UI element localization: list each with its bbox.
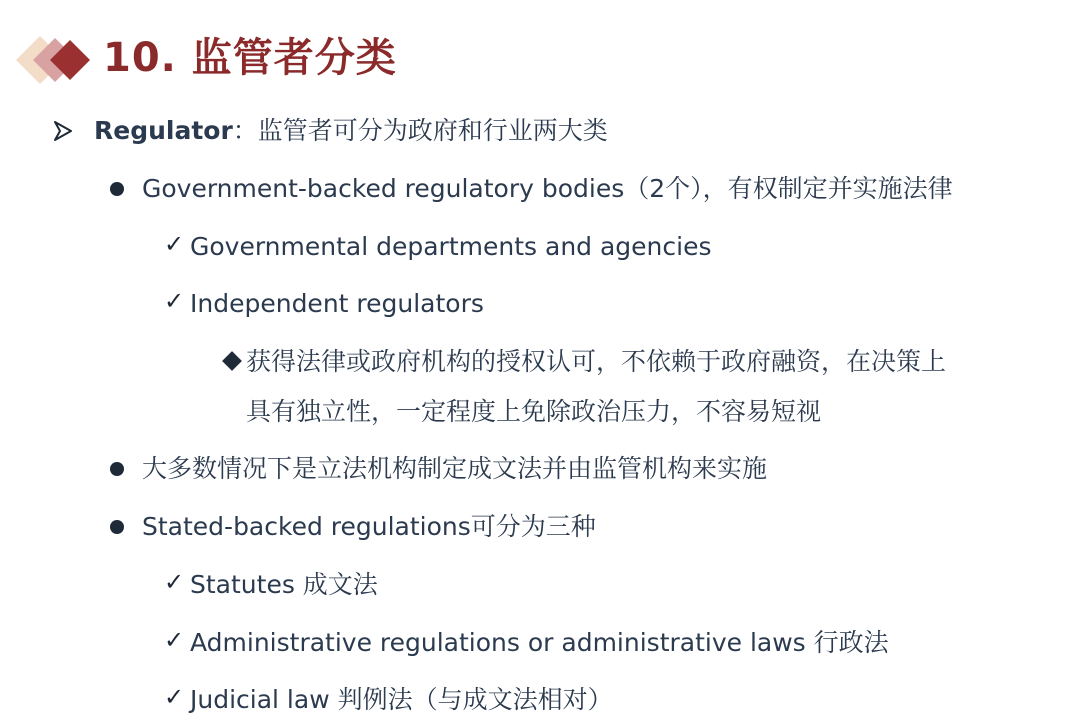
arrowhead-icon	[52, 118, 74, 144]
gov-departments-item: Governmental departments and agencies	[190, 232, 712, 261]
regulator-label: Regulator	[94, 116, 233, 145]
check-mark-icon: ✓	[164, 683, 185, 711]
gov-backed-item: Government-backed regulatory bodies（2个），有权制定并实施法律	[142, 174, 953, 203]
check-mark-icon: ✓	[164, 230, 185, 258]
bullet-icon	[110, 520, 124, 534]
statutes-item: Statutes 成文法	[190, 570, 378, 599]
administrative-item: Administrative regulations or administrative laws 行政法	[190, 628, 889, 657]
bullet-icon	[110, 182, 124, 196]
independent-desc-line-2: 具有独立性，一定程度上免除政治压力，不容易短视	[246, 397, 822, 426]
independent-desc-line-1: 获得法律或政府机构的授权认可，不依赖于政府融资，在决策上	[246, 347, 947, 376]
regulator-description: ：监管者可分为政府和行业两大类	[232, 116, 608, 145]
check-mark-icon: ✓	[164, 626, 185, 654]
diamond-bullet-icon	[222, 351, 242, 371]
legislature-item: 大多数情况下是立法机构制定成文法并由监管机构来实施	[142, 454, 768, 483]
page-title: 10. 监管者分类	[103, 35, 397, 81]
state-backed-item: Stated-backed regulations可分为三种	[142, 512, 596, 541]
independent-regulators-item: Independent regulators	[190, 289, 484, 318]
check-mark-icon: ✓	[164, 568, 185, 596]
bullet-icon	[110, 462, 124, 476]
check-mark-icon: ✓	[164, 287, 185, 315]
title-diamonds-icon	[12, 30, 102, 90]
judicial-item: Judicial law 判例法（与成文法相对）	[190, 685, 613, 714]
regulator-heading	[94, 114, 608, 148]
